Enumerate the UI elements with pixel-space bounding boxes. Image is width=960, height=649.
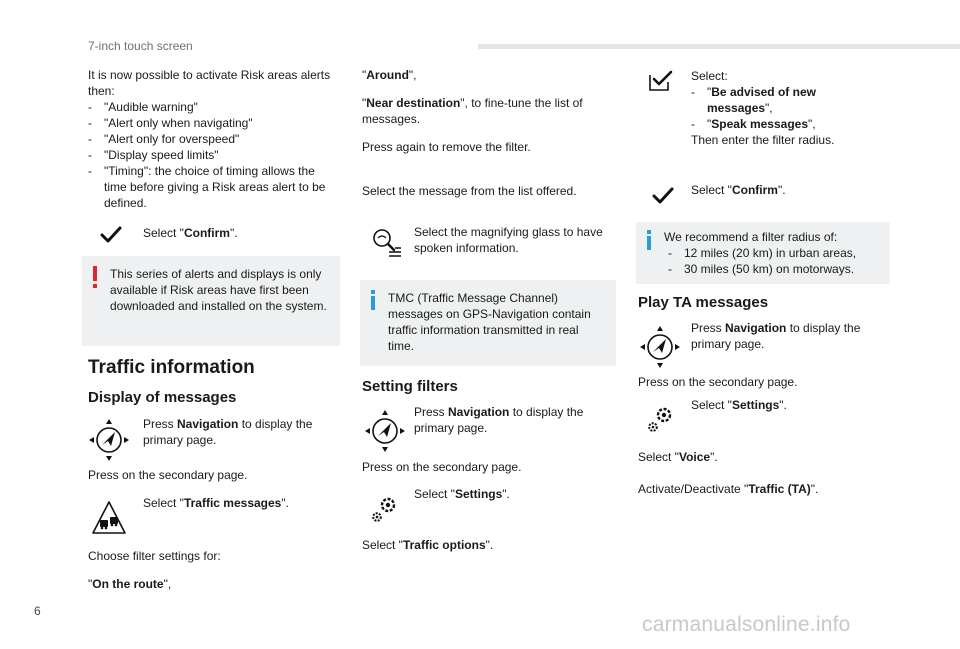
secondary-page-text: Press on the secondary page.	[638, 375, 798, 389]
around-text: "Around",	[362, 68, 417, 82]
info-icon	[646, 230, 652, 250]
header-bar	[478, 44, 960, 49]
select-options-step: Select: - "Be advised of new messages", - "Speak messages", Then enter the filter radius.	[691, 68, 871, 148]
select-message-text: Select the message from the list offered.	[362, 184, 577, 198]
settings-icon	[646, 404, 676, 434]
warning-text: This series of alerts and displays is only available if Risk areas have first been downloaded and installed on the system.	[110, 267, 327, 313]
info-note-tmc	[360, 280, 616, 366]
intro-text: It is now possible to activate Risk areas alerts then:	[88, 68, 331, 98]
press-navigation-step: Press Navigation to display the primary page.	[414, 405, 584, 435]
check-box-icon	[648, 70, 674, 92]
header-title: 7-inch touch screen	[88, 39, 193, 53]
risk-alerts-intro	[88, 67, 338, 211]
magnifier-step: Select the magnifying glass to have spoken information.	[414, 225, 603, 255]
section-title-traffic-information: Traffic information	[88, 357, 255, 378]
near-destination-text: "Near destination", to fine-tune the list of messages.	[362, 96, 583, 126]
choose-filter-text: Choose filter settings for:	[88, 549, 221, 563]
on-route-text: "On the route",	[88, 577, 172, 591]
press-again-text: Press again to remove the filter.	[362, 140, 531, 154]
check-icon	[652, 187, 674, 205]
list-item: - "Alert only for overspeed"	[88, 132, 240, 146]
traffic-icon	[91, 500, 127, 536]
info-text: We recommend a filter radius of:	[664, 230, 838, 244]
list-item: - "Timing": the choice of timing allows the time before giving a Risk areas alert to be defined.	[88, 164, 326, 210]
settings-icon	[370, 494, 400, 524]
list-item: - 12 miles (20 km) in urban areas,	[668, 246, 857, 260]
navigation-icon	[87, 417, 131, 463]
check-icon	[100, 226, 122, 244]
list-item: - 30 miles (50 km) on motorways.	[668, 262, 855, 276]
select-confirm-step: Select "Confirm".	[143, 226, 238, 240]
navigation-icon	[363, 408, 407, 454]
select-traffic-messages-step: Select "Traffic messages".	[143, 496, 289, 510]
magnifier-speaker-icon	[369, 226, 403, 260]
list-item: - "Be advised of new messages",	[691, 85, 816, 115]
navigation-icon	[638, 324, 682, 370]
list-item: - "Audible warning"	[88, 100, 198, 114]
watermark: carmanualsonline.info	[642, 613, 851, 636]
select-voice-text: Select "Voice".	[638, 450, 718, 464]
list-item: - "Speak messages",	[691, 117, 816, 131]
page-number: 6	[34, 604, 41, 618]
section-title-play-ta-messages: Play TA messages	[638, 294, 769, 311]
subsection-title-display-messages: Display of messages	[88, 389, 237, 406]
select-traffic-options-text: Select "Traffic options".	[362, 538, 494, 552]
warning-note	[82, 256, 340, 346]
secondary-page-text: Press on the secondary page.	[88, 468, 248, 482]
info-note-radius	[636, 222, 890, 284]
exclamation-icon	[92, 266, 98, 288]
select-settings-step: Select "Settings".	[414, 487, 510, 501]
select-settings-step: Select "Settings".	[691, 398, 787, 412]
risk-alert-options	[88, 99, 338, 211]
info-icon	[370, 290, 376, 310]
press-navigation-step: Press Navigation to display the primary page.	[691, 321, 861, 351]
secondary-page-text: Press on the secondary page.	[362, 460, 522, 474]
list-item: - "Display speed limits"	[88, 148, 219, 162]
list-item: - "Alert only when navigating"	[88, 116, 253, 130]
press-navigation-step: Press Navigation to display the primary page.	[143, 417, 313, 447]
activate-traffic-ta-text: Activate/Deactivate "Traffic (TA)".	[638, 482, 819, 496]
select-confirm-step: Select "Confirm".	[691, 183, 786, 197]
info-text: TMC (Traffic Message Channel) messages on GPS-Navigation contain traffic information transmitted in real time.	[388, 291, 591, 353]
subsection-title-setting-filters: Setting filters	[362, 378, 458, 395]
